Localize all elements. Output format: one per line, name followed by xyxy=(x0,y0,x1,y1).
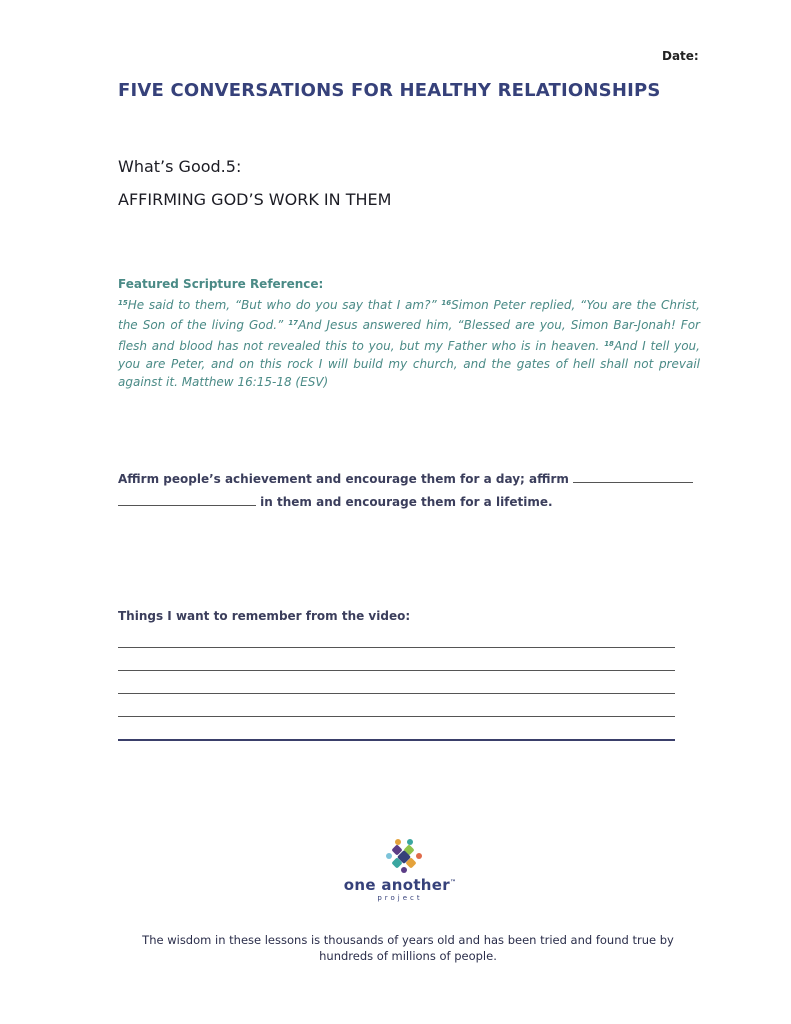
page-title: FIVE CONVERSATIONS FOR HEALTHY RELATIONSHIPS xyxy=(118,80,661,101)
notes-line[interactable] xyxy=(118,716,675,717)
trademark-mark: ™ xyxy=(449,879,457,886)
notes-line[interactable] xyxy=(118,670,675,671)
brand-subtitle: project xyxy=(377,894,423,902)
fill-in-blank[interactable] xyxy=(573,470,693,483)
brand-name xyxy=(340,876,460,894)
verse-number: 18 xyxy=(604,339,614,348)
notes-line[interactable] xyxy=(118,693,675,694)
footer-line-1: The wisdom in these lessons is thousands of years old and has been tried and found true by xyxy=(142,933,674,947)
notes-line[interactable] xyxy=(118,647,675,648)
footer-line-2: hundreds of millions of people. xyxy=(319,949,497,963)
one-another-logo-icon xyxy=(384,838,424,874)
verse-text: He said to them, “But who do you say that I am?” xyxy=(127,298,442,312)
verse-text: And I tell you, you are Peter, and on this rock I will build my church, and the gates of hell shall not prevail against it. xyxy=(118,338,700,390)
date-label: Date: xyxy=(662,49,699,63)
fill-in-blank[interactable] xyxy=(118,493,256,506)
affirm-statement xyxy=(118,468,718,514)
notes-label: Things I want to remember from the video: xyxy=(118,609,411,623)
lesson-number: What’s Good.5: xyxy=(118,157,242,176)
scripture-passage xyxy=(118,294,700,391)
affirm-text-1: Affirm people’s achievement and encourage them for a day; affirm xyxy=(118,472,574,486)
verse-number: 17 xyxy=(288,319,299,328)
verse-text: Simon Peter replied, “You are the Christ, the Son of the living God.” xyxy=(118,298,700,333)
verse-number: 15 xyxy=(118,299,128,307)
footer-note xyxy=(118,932,698,964)
scripture-label: Featured Scripture Reference: xyxy=(118,277,324,291)
verse-text: And Jesus answered him, “Blessed are you, Simon Bar-Jonah! For flesh and blood has not revealed this to you, but my Father who is in heaven. xyxy=(118,318,700,353)
affirm-text-2: in them and encourage them for a lifetime. xyxy=(256,495,553,509)
lesson-name: AFFIRMING GOD’S WORK IN THEM xyxy=(118,190,392,209)
scripture-reference: Matthew 16:15-18 (ESV) xyxy=(181,375,329,390)
notes-line[interactable] xyxy=(118,739,675,741)
brand-text: one another xyxy=(343,876,450,894)
verse-number: 16 xyxy=(441,299,452,307)
